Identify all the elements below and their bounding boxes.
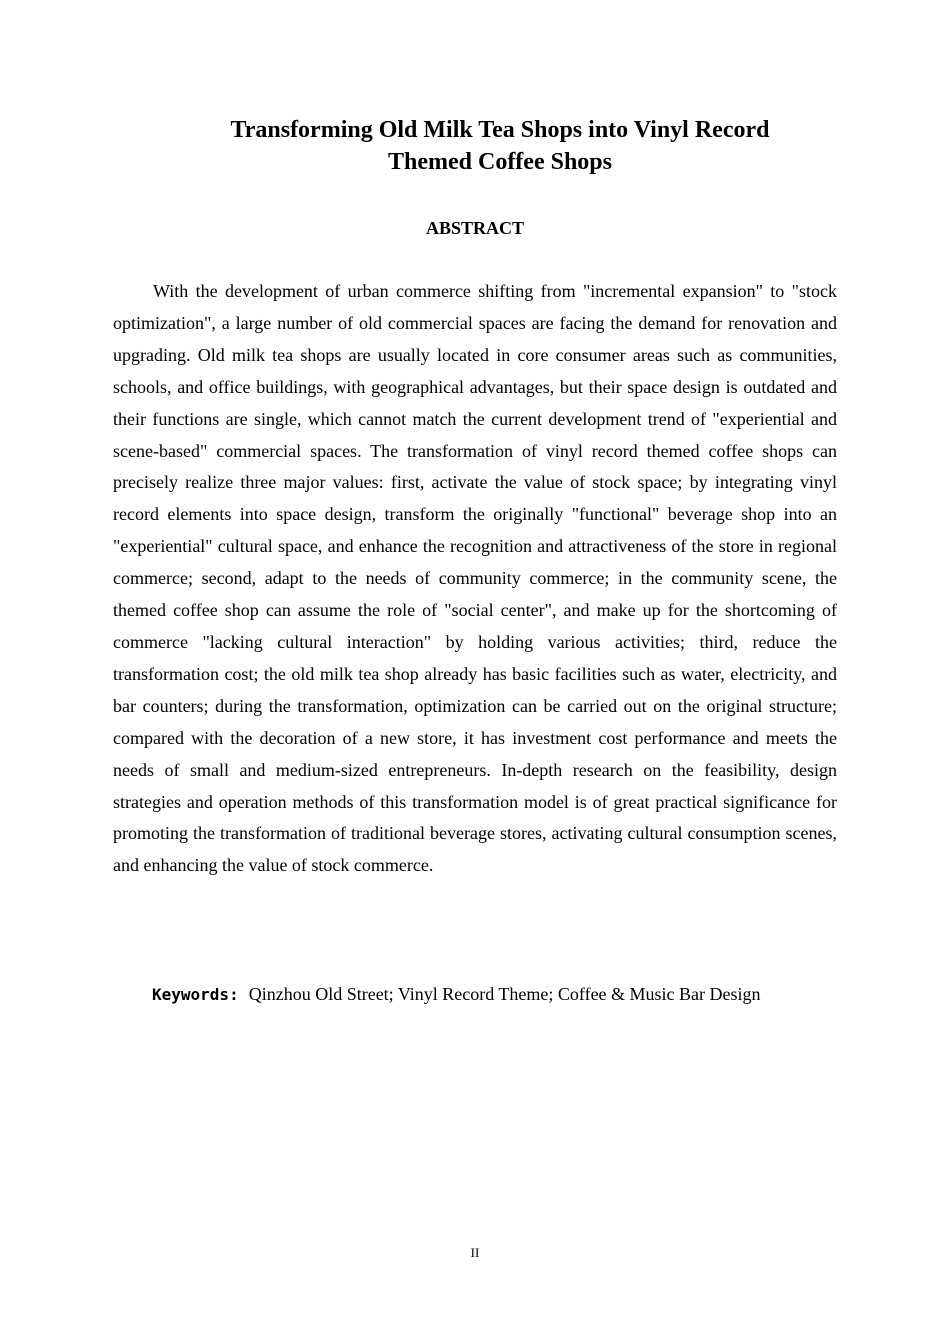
paper-title: Transforming Old Milk Tea Shops into Vinyl Record Themed Coffee Shops — [230, 117, 770, 175]
keywords-line — [152, 980, 852, 1009]
page-number: II — [470, 1245, 480, 1260]
abstract-body: With the development of urban commerce shifting from "incremental expansion" to "stock optimization", a large number of old commercial spaces are facing the demand for renovation and upgrading. Old milk tea shops are usually located in core consumer areas such as communities, schools, and office buildings, with geographical advantages, but their space design is outdated and their functions are single, which cannot match the current development trend of "experiential and scene-based" commercial spaces. The transformation of vinyl record themed coffee shops can precisely realize three major values: first, activate the value of stock space; by integrating vinyl record elements into space design, transform the originally "functional" beverage shop into an "experiential" cultural space, and enhance the recognition and attractiveness of the store in regional commerce; second, adapt to the needs of community commerce; in the community scene, the themed coffee shop can assume the role of "social center", and make up for the shortcoming of commerce "lacking cultural interaction" by holding various activities; third, reduce the transformation cost; the old milk tea shop already has basic facilities such as water, electricity, and bar counters; during the transformation, optimization can be carried out on the original structure; compared with the decoration of a new store, it has investment cost performance and meets the needs of small and medium-sized entrepreneurs. In-depth research on the feasibility, design strategies and operation methods of this transformation model is of great practical significance for promoting the transformation of traditional beverage stores, activating cultural consumption scenes, and enhancing the value of stock commerce. — [113, 281, 837, 876]
keywords-value: Qinzhou Old Street; Vinyl Record Theme; Coffee & Music Bar Design — [248, 984, 761, 1004]
abstract-heading: ABSTRACT — [425, 218, 525, 238]
keywords-label: Keywords: — [152, 985, 239, 1004]
